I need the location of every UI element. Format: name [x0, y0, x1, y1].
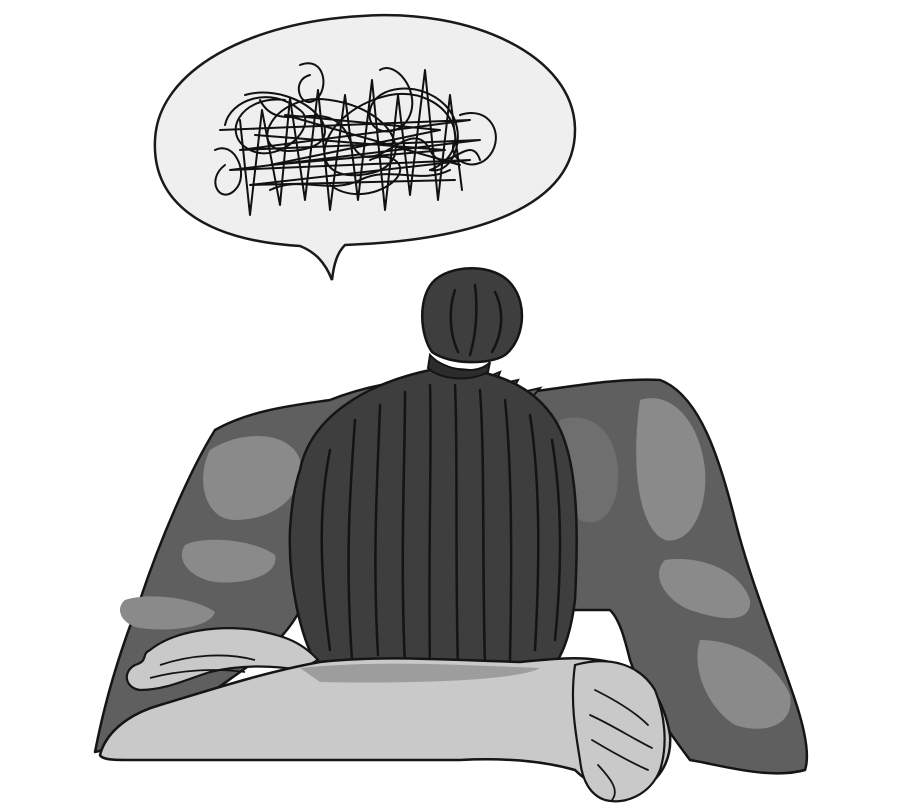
- hair: [290, 268, 577, 670]
- hair-head: [290, 369, 577, 670]
- right-hand-palm: [573, 661, 665, 801]
- right-hand: [573, 661, 665, 801]
- thought-bubble: [155, 15, 575, 280]
